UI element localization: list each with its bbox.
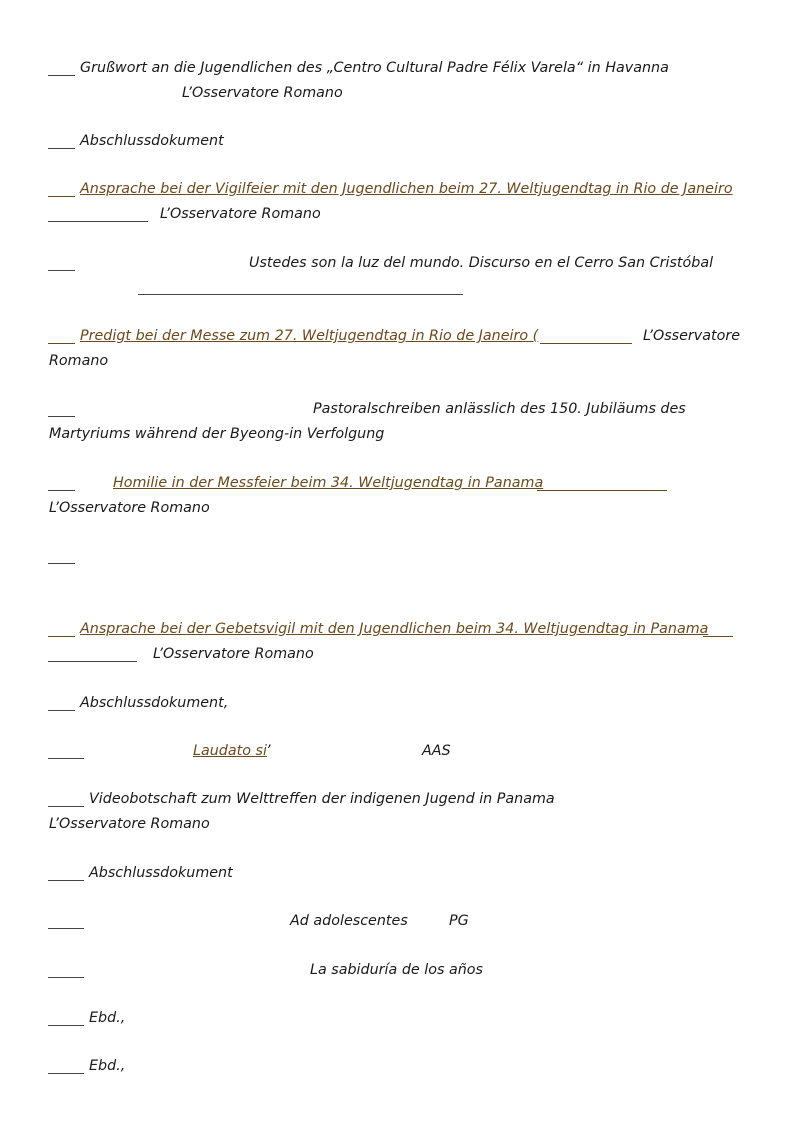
footnote-blank (48, 416, 75, 417)
footnote-blank (48, 806, 84, 807)
footnote-source: L’Osservatore Romano (49, 500, 210, 516)
footnote-title-cont: Martyriums während der Byeong-in Verfolgung (49, 426, 385, 442)
footnote-blank (48, 636, 75, 637)
footnote-blank (48, 880, 84, 881)
footnote-blank (48, 270, 75, 271)
footnote-blank (48, 490, 75, 491)
footnote-source: PG (449, 913, 469, 929)
footnote-source-cont: Romano (49, 353, 109, 369)
footnote-blank (48, 563, 75, 564)
footnote-title: Pastoralschreiben anlässlich des 150. Jubiläums des (313, 401, 686, 417)
footnote-blank (48, 977, 84, 978)
footnote-title: Grußwort an die Jugendlichen des „Centro Cultural Padre Félix Varela“ in Havanna (80, 60, 669, 76)
footnote-blank (540, 343, 632, 344)
footnote-source: L’Osservatore Romano (49, 816, 210, 832)
footnote-source: L’Osservatore Romano (153, 646, 314, 662)
footnote-blank (48, 221, 148, 222)
footnote-link[interactable]: Homilie in der Messfeier beim 34. Weltjugendtag in Panama (113, 475, 544, 491)
footnote-blank (138, 294, 463, 295)
footnote-blank (703, 636, 733, 637)
footnote-title: Ebd., (89, 1058, 126, 1074)
footnote-source: L’Osservatore (643, 328, 741, 344)
footnote-link[interactable]: Laudato si (193, 743, 267, 759)
footnote-link[interactable]: Ansprache bei der Vigilfeier mit den Jugendlichen beim 27. Weltjugendtag in Rio de Janeiro (80, 181, 733, 197)
footnote-blank (48, 661, 137, 662)
footnote-title: Ad adolescentes (290, 913, 408, 929)
footnote-title: Abschlussdokument, (80, 695, 229, 711)
footnote-blank (48, 75, 75, 76)
footnote-title-suffix: ’ (266, 743, 271, 759)
footnote-blank (48, 1073, 84, 1074)
footnote-source: L’Osservatore Romano (182, 85, 343, 101)
footnote-blank (48, 1025, 84, 1026)
footnote-source: AAS (422, 743, 451, 759)
footnote-title: Ustedes son la luz del mundo. Discurso en el Cerro San Cristóbal (249, 255, 714, 271)
footnote-blank (48, 343, 75, 344)
footnote-blank (537, 490, 667, 491)
footnote-title: La sabiduría de los años (310, 962, 483, 978)
footnote-title: Abschlussdokument (80, 133, 224, 149)
footnote-blank (48, 710, 75, 711)
footnote-source: L’Osservatore Romano (160, 206, 321, 222)
footnote-link[interactable]: Ansprache bei der Gebetsvigil mit den Jugendlichen beim 34. Weltjugendtag in Panama (80, 621, 709, 637)
footnote-blank (48, 758, 84, 759)
footnote-title: Ebd., (89, 1010, 126, 1026)
footnote-title: Abschlussdokument (89, 865, 233, 881)
footnote-blank (48, 928, 84, 929)
footnote-blank (48, 196, 75, 197)
footnote-blank (48, 148, 75, 149)
footnote-title: Videobotschaft zum Welttreffen der indigenen Jugend in Panama (89, 791, 555, 807)
footnote-link[interactable]: Predigt bei der Messe zum 27. Weltjugendtag in Rio de Janeiro ( (80, 328, 539, 344)
